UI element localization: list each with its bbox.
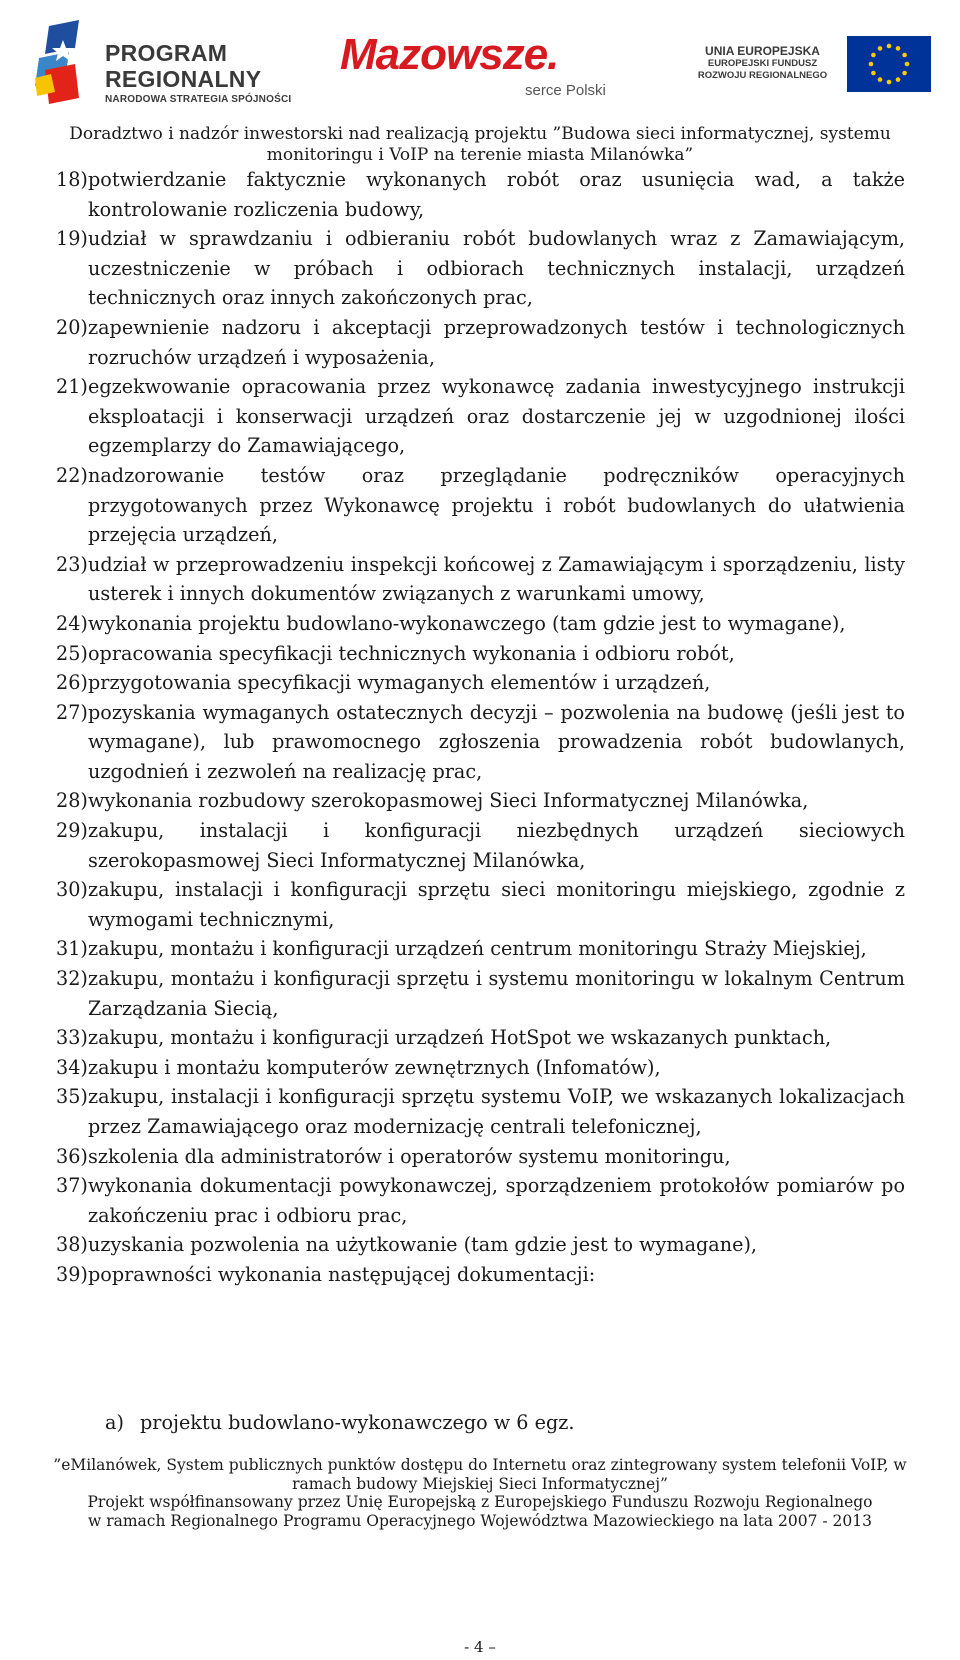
- eu-logo: [690, 36, 935, 96]
- list-item-number: 35): [56, 1085, 88, 1109]
- list-item-text: zapewnienie nadzoru i akceptacji przeprowadzonych testów i technologicznych rozruchów urządzeń i wyposażenia,: [88, 315, 905, 369]
- list-item: [56, 1053, 905, 1083]
- list-item-text: szkolenia dla administratorów i operatorów systemu monitoringu,: [88, 1144, 731, 1168]
- eu-star-icon: [905, 62, 910, 67]
- list-item-text: potwierdzanie faktycznie wykonanych robót oraz usunięcia wad, a także kontrolowanie rozliczenia budowy,: [88, 168, 905, 221]
- list-item-number: 18): [56, 168, 88, 191]
- eu-star-icon: [871, 71, 876, 76]
- list-item-text: nadzorowanie testów oraz przeglądanie podręczników operacyjnych przygotowanych przez Wykonawcę projektu i robót budowlanych do ułatwienia przejęcia urządzeń,: [88, 463, 905, 547]
- list-item-text: wykonania dokumentacji powykonawczej, sporządzeniem protokołów pomiarów po zakończeniu prac i odbioru prac,: [88, 1174, 905, 1227]
- list-item-number: 20): [56, 315, 88, 339]
- eu-line3: ROZWOJU REGIONALNEGO: [697, 70, 828, 81]
- list-item-text: opracowania specyfikacji technicznych wykonania i odbioru robót,: [88, 641, 735, 665]
- list-item: [56, 313, 905, 372]
- eu-star-icon: [887, 80, 892, 85]
- header-line1: Doradztwo i nadzór inwestorski nad realizacją projektu ”Budowa sieci informatycznej, systemu: [69, 124, 891, 144]
- header-logos: [0, 0, 960, 120]
- list-item: [56, 639, 905, 669]
- footer-line3: Projekt współfinansowany przez Unię Europejską z Europejskiego Funduszu Rozwoju Regionalnego: [87, 1493, 873, 1511]
- sub-item-letter: a): [105, 1411, 124, 1434]
- list-item-text: pozyskania wymaganych ostatecznych decyzji – pozwolenia na budowę (jeśli jest to wymagane), lub prawomocnego zgłoszenia prowadzenia robót budowlanych, uzgodnień i zezwoleń na realizację prac,: [88, 700, 905, 783]
- list-item-number: 26): [56, 671, 88, 695]
- list-item: [56, 934, 905, 964]
- list-item: [56, 609, 905, 639]
- eu-star-icon: [887, 44, 892, 49]
- list-item: [56, 964, 905, 1023]
- list-item-text: zakupu, instalacji i konfiguracji sprzętu sieci monitoringu miejskiego, zgodnie z wymogami technicznymi,: [88, 878, 905, 931]
- header-line2: monitoringu i VoIP na terenie miasta Milanówka”: [266, 145, 694, 165]
- list-item: [56, 875, 905, 934]
- eu-star-icon: [878, 77, 883, 82]
- program-line1: PROGRAM: [105, 40, 228, 66]
- task-list: [56, 165, 905, 1290]
- list-item-text: przygotowania specyfikacji wymaganych elementów i urządzeń,: [88, 671, 711, 695]
- list-item-text: zakupu, instalacji i konfiguracji niezbędnych urządzeń sieciowych szerokopasmowej Sieci Informatycznej Milanówka,: [88, 819, 905, 872]
- eu-text: [690, 44, 835, 82]
- eu-star-icon: [902, 53, 907, 58]
- footer-line1: ”eMilanówek, System publicznych punktów dostępu do Internetu oraz zintegrowany system telefonii VoIP, w: [53, 1456, 907, 1474]
- sub-item-text: projektu budowlano-wykonawczego w 6 egz.: [140, 1411, 575, 1434]
- list-item-number: 38): [56, 1233, 88, 1257]
- list-item: [56, 1230, 905, 1260]
- list-item-text: udział w sprawdzaniu i odbieraniu robót budowlanych wraz z Zamawiającym, uczestniczenie w próbach i odbiorach technicznych instalacji, urządzeń technicznych oraz innych zakończonych prac,: [88, 227, 905, 310]
- list-item: [56, 461, 905, 550]
- list-item: [56, 224, 905, 313]
- footer-line2: ramach budowy Miejskiej Sieci Informatycznej”: [292, 1474, 668, 1493]
- list-item: [56, 165, 905, 224]
- eu-star-icon: [896, 77, 901, 82]
- document-footer: [20, 1456, 940, 1530]
- list-item-number: 39): [56, 1262, 88, 1286]
- list-item-number: 28): [56, 789, 88, 813]
- eu-flag-icon: [847, 36, 931, 92]
- list-item-text: uzyskania pozwolenia na użytkowanie (tam gdzie jest to wymagane),: [88, 1233, 758, 1257]
- mazowsze-tagline: serce Polski: [525, 82, 606, 99]
- page-number: - 4 –: [464, 1638, 496, 1656]
- program-regionalny-emblem-icon: [35, 18, 97, 108]
- list-item-text: zakupu, montażu i konfiguracji urządzeń centrum monitoringu Straży Miejskiej,: [88, 937, 867, 961]
- list-item: [56, 668, 905, 698]
- list-item: [56, 1023, 905, 1053]
- list-item: [56, 816, 905, 875]
- list-item-number: 36): [56, 1144, 88, 1168]
- list-item-text: zakupu, instalacji i konfiguracji sprzętu systemu VoIP, we wskazanych lokalizacjach przez Zamawiającego oraz modernizację centrali telefonicznej,: [88, 1085, 905, 1138]
- list-item-text: wykonania projektu budowlano-wykonawczego (tam gdzie jest to wymagane),: [88, 611, 846, 635]
- list-item-number: 19): [56, 227, 88, 251]
- list-item-number: 31): [56, 937, 88, 961]
- list-item: [56, 1142, 905, 1172]
- list-item: [56, 1260, 905, 1290]
- program-line3: NARODOWA STRATEGIA SPÓJNOŚCI: [105, 94, 292, 105]
- sub-list-item: [105, 1408, 574, 1438]
- footer-line4: w ramach Regionalnego Programu Operacyjnego Województwa Mazowieckiego na lata 2007 - 2013: [88, 1511, 872, 1530]
- eu-line2: EUROPEJSKI FUNDUSZ: [707, 58, 818, 69]
- eu-star-icon: [869, 62, 874, 67]
- list-item-number: 37): [56, 1174, 88, 1198]
- list-item-text: egzekwowanie opracowania przez wykonawcę zadania inwestycyjnego instrukcji eksploatacji i konserwacji urządzeń oraz dostarczenie jej w uzgodnionej ilości egzemplarzy do Zamawiającego,: [88, 375, 905, 458]
- eu-star-icon: [902, 71, 907, 76]
- list-item: [56, 550, 905, 609]
- program-regionalny-logo: [35, 18, 310, 108]
- list-item: [56, 786, 905, 816]
- document-header: [40, 124, 920, 166]
- list-item-text: poprawności wykonania następującej dokumentacji:: [88, 1262, 596, 1286]
- list-item-text: udział w przeprowadzeniu inspekcji końcowej z Zamawiającym i sporządzeniu, listy usterek i innych dokumentów związanych z warunkami umowy,: [88, 552, 905, 606]
- list-item-number: 30): [56, 878, 88, 902]
- eu-line1: UNIA EUROPEJSKA: [705, 44, 820, 58]
- list-item-number: 21): [56, 375, 88, 399]
- list-item-number: 23): [56, 552, 88, 576]
- mazowsze-wordmark: Mazowsze.: [340, 30, 559, 79]
- list-item: [56, 372, 905, 461]
- list-item-text: zakupu, montażu i konfiguracji sprzętu i systemu monitoringu w lokalnym Centrum Zarządzania Siecią,: [88, 967, 905, 1020]
- list-item-number: 33): [56, 1026, 88, 1050]
- eu-star-icon: [896, 46, 901, 51]
- list-item: [56, 1082, 905, 1141]
- list-item-number: 24): [56, 611, 88, 635]
- list-item: [56, 1171, 905, 1230]
- mazowsze-logo: [340, 30, 640, 100]
- list-item-text: zakupu i montażu komputerów zewnętrznych (Infomatów),: [88, 1055, 661, 1079]
- program-line2: REGIONALNY: [105, 66, 262, 92]
- list-item: [56, 698, 905, 787]
- program-regionalny-text: [105, 40, 291, 105]
- eu-star-icon: [878, 46, 883, 51]
- list-item-number: 34): [56, 1055, 88, 1079]
- eu-star-icon: [871, 53, 876, 58]
- list-item-text: wykonania rozbudowy szerokopasmowej Sieci Informatycznej Milanówka,: [88, 789, 809, 813]
- list-item-number: 22): [56, 463, 88, 487]
- list-item-number: 29): [56, 819, 88, 843]
- list-item-text: zakupu, montażu i konfiguracji urządzeń HotSpot we wskazanych punktach,: [88, 1026, 832, 1050]
- list-item-number: 27): [56, 700, 88, 724]
- list-item-number: 32): [56, 967, 88, 991]
- list-item-number: 25): [56, 641, 88, 665]
